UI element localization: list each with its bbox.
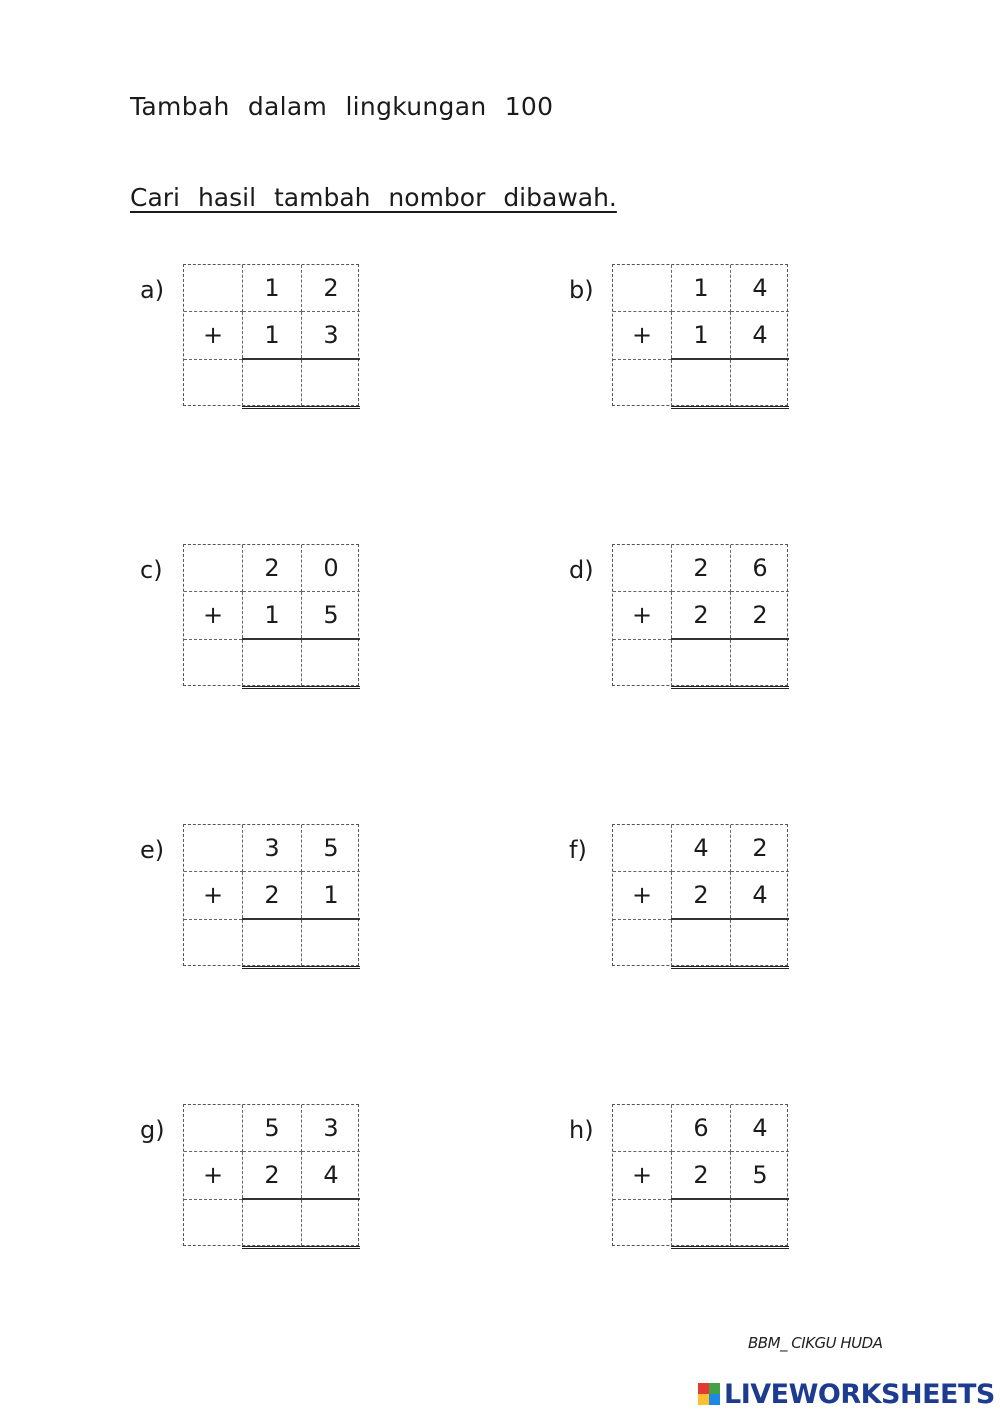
answer-ones-box[interactable]	[731, 359, 790, 408]
bottom-ones-digit: 5	[302, 592, 361, 640]
problem-label: b)	[569, 276, 594, 304]
liveworksheets-brand	[698, 1376, 995, 1412]
top-tens-digit: 4	[672, 825, 731, 872]
top-ones-digit: 4	[731, 1105, 790, 1152]
answer-ones-box[interactable]	[302, 1199, 361, 1248]
top-ones-digit: 2	[302, 265, 361, 312]
bottom-tens-digit: 2	[243, 1152, 302, 1200]
empty-cell	[184, 1199, 243, 1248]
answer-ones-box[interactable]	[302, 919, 361, 968]
top-ones-digit: 2	[731, 825, 790, 872]
worksheet-instruction: Cari hasil tambah nombor dibawah.	[130, 183, 617, 212]
plus-sign: +	[184, 1152, 243, 1200]
author-credit: BBM_ CIKGU HUDA	[748, 1334, 883, 1352]
liveworksheets-logo-icon	[698, 1383, 720, 1405]
problem-label: e)	[140, 836, 165, 864]
bottom-ones-digit: 2	[731, 592, 790, 640]
bottom-ones-digit: 3	[302, 312, 361, 360]
plus-sign: +	[613, 1152, 672, 1200]
plus-sign: +	[613, 592, 672, 640]
bottom-tens-digit: 1	[672, 312, 731, 360]
empty-cell	[613, 359, 672, 408]
problem-a	[140, 264, 400, 414]
bottom-ones-digit: 1	[302, 872, 361, 920]
empty-cell	[184, 639, 243, 688]
empty-cell	[613, 545, 672, 592]
addition-grid	[183, 1104, 359, 1246]
plus-sign: +	[184, 592, 243, 640]
answer-tens-box[interactable]	[243, 919, 302, 968]
bottom-ones-digit: 4	[731, 872, 790, 920]
problem-label: a)	[140, 276, 165, 304]
problem-label: f)	[569, 836, 587, 864]
problem-e	[140, 824, 400, 974]
addition-grid	[183, 824, 359, 966]
answer-tens-box[interactable]	[672, 359, 731, 408]
empty-cell	[613, 639, 672, 688]
problem-label: c)	[140, 556, 163, 584]
plus-sign: +	[184, 312, 243, 360]
problem-h	[569, 1104, 829, 1254]
empty-cell	[613, 919, 672, 968]
top-tens-digit: 3	[243, 825, 302, 872]
logo-square-blue	[709, 1394, 720, 1405]
empty-cell	[184, 265, 243, 312]
logo-square-green	[709, 1383, 720, 1394]
empty-cell	[613, 825, 672, 872]
worksheet-title: Tambah dalam lingkungan 100	[130, 92, 554, 121]
top-ones-digit: 3	[302, 1105, 361, 1152]
answer-ones-box[interactable]	[302, 359, 361, 408]
addition-grid	[612, 824, 788, 966]
problem-g	[140, 1104, 400, 1254]
brand-name: LIVEWORKSHEETS	[724, 1378, 995, 1410]
bottom-tens-digit: 1	[243, 592, 302, 640]
bottom-tens-digit: 2	[243, 872, 302, 920]
answer-tens-box[interactable]	[243, 639, 302, 688]
plus-sign: +	[184, 872, 243, 920]
empty-cell	[184, 825, 243, 872]
problem-c	[140, 544, 400, 694]
plus-sign: +	[613, 872, 672, 920]
bottom-tens-digit: 1	[243, 312, 302, 360]
empty-cell	[184, 545, 243, 592]
top-tens-digit: 2	[672, 545, 731, 592]
problem-f	[569, 824, 829, 974]
problem-d	[569, 544, 829, 694]
answer-ones-box[interactable]	[731, 639, 790, 688]
empty-cell	[184, 1105, 243, 1152]
answer-tens-box[interactable]	[672, 919, 731, 968]
bottom-ones-digit: 4	[302, 1152, 361, 1200]
top-tens-digit: 2	[243, 545, 302, 592]
bottom-ones-digit: 5	[731, 1152, 790, 1200]
plus-sign: +	[613, 312, 672, 360]
top-tens-digit: 1	[672, 265, 731, 312]
top-ones-digit: 0	[302, 545, 361, 592]
addition-grid	[612, 544, 788, 686]
top-tens-digit: 6	[672, 1105, 731, 1152]
top-ones-digit: 6	[731, 545, 790, 592]
logo-square-yellow	[698, 1394, 709, 1405]
answer-ones-box[interactable]	[731, 919, 790, 968]
answer-tens-box[interactable]	[243, 1199, 302, 1248]
problem-label: g)	[140, 1116, 165, 1144]
empty-cell	[184, 359, 243, 408]
problem-label: h)	[569, 1116, 594, 1144]
addition-grid	[612, 264, 788, 406]
empty-cell	[613, 1199, 672, 1248]
bottom-tens-digit: 2	[672, 872, 731, 920]
answer-ones-box[interactable]	[731, 1199, 790, 1248]
addition-grid	[612, 1104, 788, 1246]
answer-tens-box[interactable]	[672, 639, 731, 688]
problem-label: d)	[569, 556, 594, 584]
empty-cell	[184, 919, 243, 968]
logo-square-red	[698, 1383, 709, 1394]
empty-cell	[613, 1105, 672, 1152]
top-tens-digit: 5	[243, 1105, 302, 1152]
answer-ones-box[interactable]	[302, 639, 361, 688]
answer-tens-box[interactable]	[672, 1199, 731, 1248]
empty-cell	[613, 265, 672, 312]
addition-grid	[183, 264, 359, 406]
bottom-tens-digit: 2	[672, 592, 731, 640]
top-ones-digit: 4	[731, 265, 790, 312]
addition-grid	[183, 544, 359, 686]
bottom-tens-digit: 2	[672, 1152, 731, 1200]
top-tens-digit: 1	[243, 265, 302, 312]
top-ones-digit: 5	[302, 825, 361, 872]
bottom-ones-digit: 4	[731, 312, 790, 360]
answer-tens-box[interactable]	[243, 359, 302, 408]
problem-b	[569, 264, 829, 414]
